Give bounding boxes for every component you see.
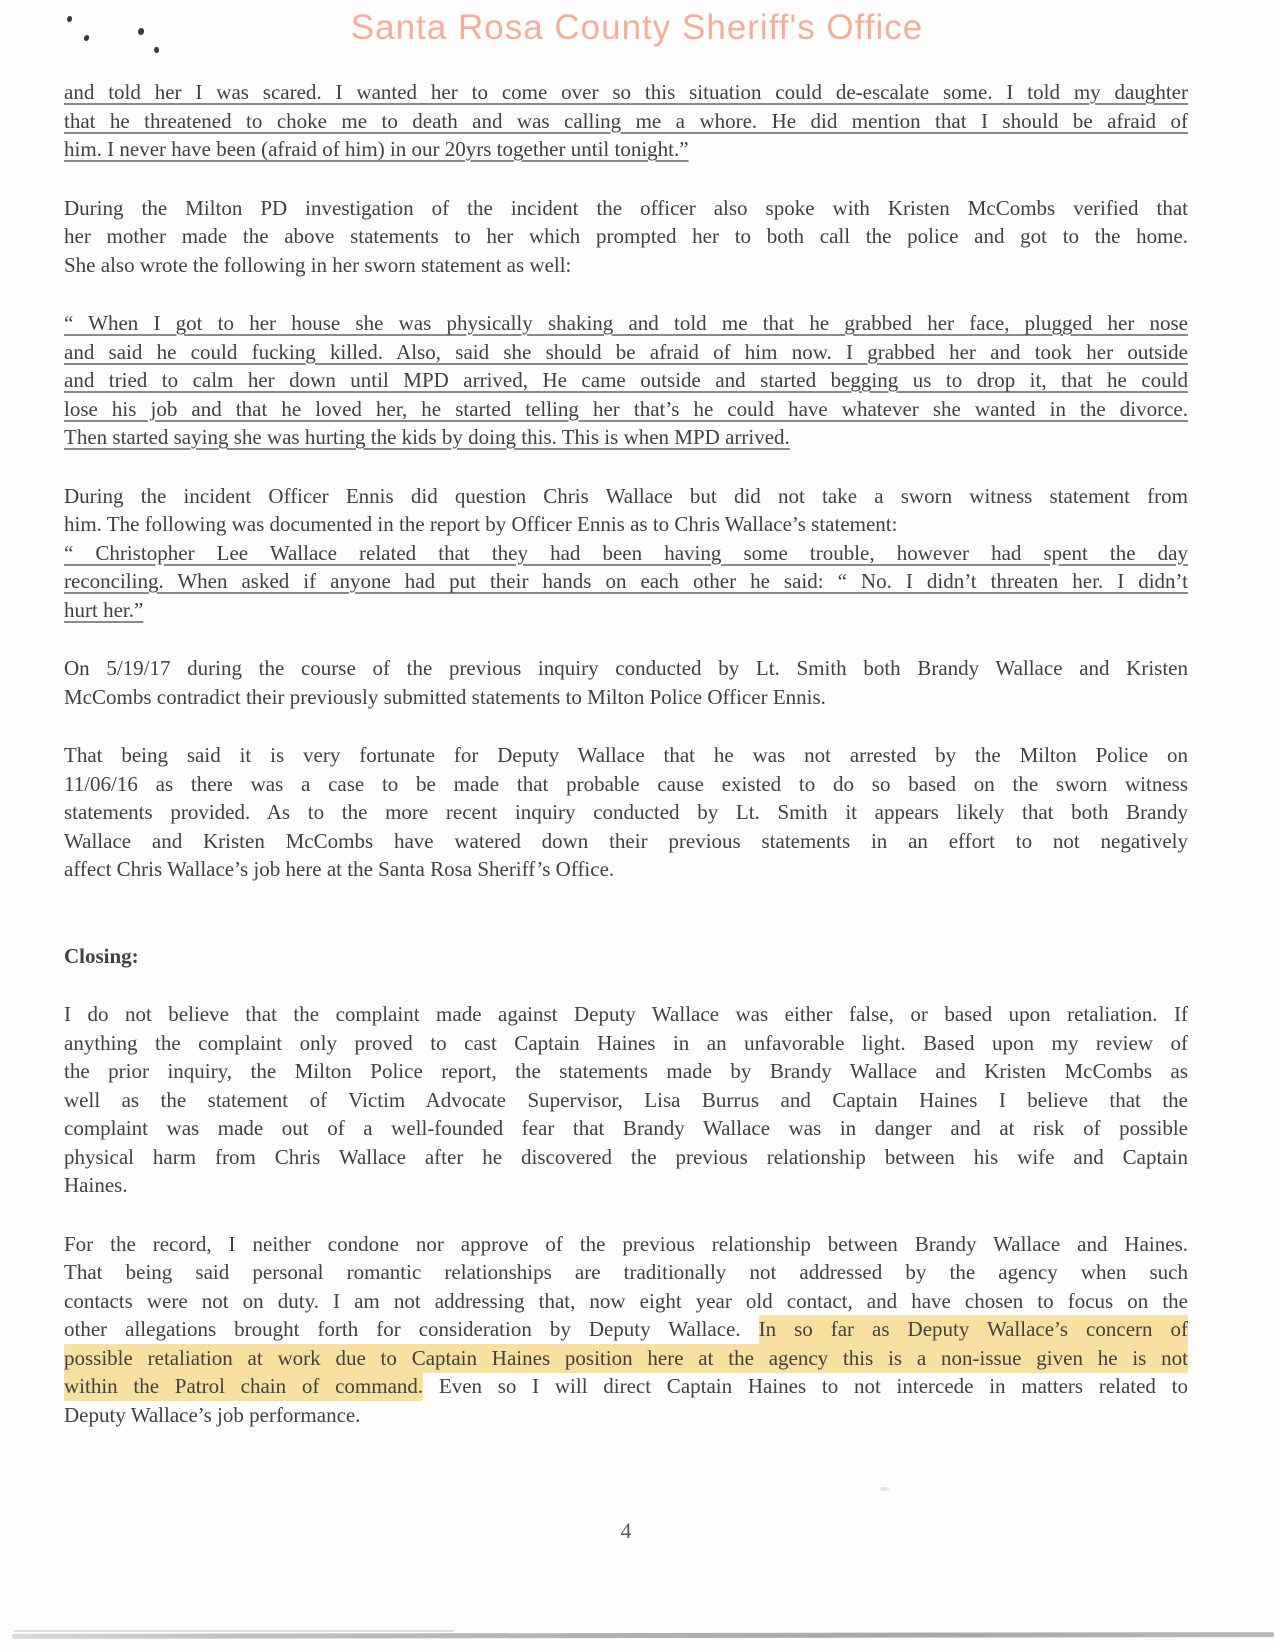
text-segment: That being said it is very fortunate for Deputy Wallace that he was not arrested by the Milton Police on <box>64 743 1188 767</box>
text-segment: and tried to calm her down until MPD arrived, He came outside and started begging us to drop it, that he could <box>64 368 1188 392</box>
text-line <box>64 222 1188 251</box>
text-segment: the prior inquiry, the Milton Police report, the statements made by Brandy Wallace and Kristen McCombs as <box>64 1059 1188 1083</box>
text-segment: That being said personal romantic relationships are traditionally not addressed by the agency when such <box>64 1260 1188 1284</box>
text-line <box>64 1029 1188 1058</box>
text-segment: other allegations brought forth for consideration by Deputy Wallace. <box>64 1317 759 1341</box>
highlighted-text: possible retaliation at work due to Captain Haines position here at the agency this is a non-issue given he is not <box>64 1344 1188 1373</box>
text-segment: contacts were not on duty. I am not addressing that, now eight year old contact, and have chosen to focus on the <box>64 1288 1188 1313</box>
text-line <box>64 1086 1188 1115</box>
scan-speckle <box>138 28 144 35</box>
text-segment: and said he could fucking killed. Also, said she should be afraid of him now. I grabbed her and took her outside <box>64 339 1188 364</box>
text-segment: affect Chris Wallace’s job here at the Santa Rosa Sheriff’s Office. <box>64 857 615 881</box>
page-number: 4 <box>620 1518 632 1543</box>
text-segment: 11/06/16 as there was a case to be made that probable cause existed to do so based on the sworn witness <box>64 771 1188 796</box>
paragraph-quote-brandy-continued <box>64 78 1188 164</box>
text-segment: “ Christopher Lee Wallace related that they had been having some trouble, however had spent the day <box>64 540 1188 565</box>
text-line <box>64 1057 1188 1086</box>
text-segment: him. The following was documented in the report by Officer Ennis as to Chris Wallace’s statement: <box>64 512 898 536</box>
underlined-text-line <box>64 366 1188 395</box>
text-segment: I do not believe that the complaint made against Deputy Wallace was either false, or based upon retaliation. If <box>64 1002 1188 1026</box>
text-segment: On 5/19/17 during the course of the previous inquiry conducted by Lt. Smith both Brandy Wallace and Kristen <box>64 656 1188 680</box>
text-segment: her mother made the above statements to her which prompted her to both call the police and got to the home. <box>64 224 1188 248</box>
text-line <box>64 1372 1188 1401</box>
text-segment: She also wrote the following in her sworn statement as well: <box>64 252 572 277</box>
text-segment: that he threatened to choke me to death and was calling me a whore. He did mention that I should be afraid of <box>64 108 1188 133</box>
text-line <box>64 1287 1188 1316</box>
paragraph-quote-kristen-statement <box>64 309 1188 452</box>
text-segment: McCombs contradict their previously submitted statements to Milton Police Officer Ennis. <box>64 684 826 709</box>
underlined-text-line <box>64 596 1188 625</box>
text-line <box>64 654 1188 683</box>
scan-speckle <box>67 16 72 22</box>
text-line <box>64 510 1188 539</box>
text-line <box>64 1258 1188 1287</box>
text-segment: statements provided. As to the more recent inquiry conducted by Lt. Smith it appears likely that both Brandy <box>64 800 1188 824</box>
text-segment: Wallace and Kristen McCombs have watered down their previous statements in an effort to not negatively <box>64 828 1188 853</box>
text-line <box>64 683 1188 712</box>
text-segment: Closing: <box>64 943 139 968</box>
text-segment: Haines. <box>64 1173 128 1197</box>
underlined-text-line <box>64 338 1188 367</box>
text-line <box>64 855 1188 884</box>
text-line <box>64 1000 1188 1029</box>
text-line <box>64 770 1188 799</box>
text-segment: physical harm from Chris Wallace after he discovered the previous relationship between his wife and Captain <box>64 1144 1188 1169</box>
highlighted-text: within the Patrol chain of command. <box>64 1372 423 1401</box>
highlighted-text: In so far as Deputy Wallace’s concern of <box>759 1315 1188 1344</box>
text-line <box>64 1344 1188 1373</box>
text-line <box>64 1401 1188 1430</box>
underlined-text-line <box>64 309 1188 338</box>
text-segment: lose his job and that he loved her, he started telling her that’s he could have whatever she wanted in the divorce. <box>64 396 1188 421</box>
text-line <box>64 194 1188 223</box>
paragraph-for-the-record <box>64 1230 1188 1430</box>
underlined-text-line <box>64 539 1188 568</box>
text-line <box>64 251 1188 280</box>
text-line <box>64 942 1188 971</box>
paragraph-closing-belief <box>64 1000 1188 1200</box>
text-segment: complaint was made out of a well-founded fear that Brandy Wallace was in danger and at risk of possible <box>64 1116 1188 1140</box>
underlined-text-line <box>64 395 1188 424</box>
text-line <box>64 1143 1188 1172</box>
scan-speckle <box>880 1487 889 1491</box>
page-title: Santa Rosa County Sheriff's Office <box>350 8 924 47</box>
paragraph-fortunate-not-arrested <box>64 741 1188 884</box>
text-segment: Then started saying she was hurting the kids by doing this. This is when MPD arrived. <box>64 425 790 449</box>
underlined-text-line <box>64 135 1188 164</box>
text-line <box>64 798 1188 827</box>
text-segment: him. I never have been (afraid of him) in our 20yrs together until tonight.” <box>64 137 689 161</box>
text-line <box>64 1315 1188 1344</box>
text-segment: Even so I will direct Captain Haines to not intercede in matters related to <box>423 1374 1188 1398</box>
paragraph-milton-pd-investigation <box>64 194 1188 280</box>
document-body <box>64 78 1188 1429</box>
text-segment: anything the complaint only proved to cast Captain Haines in an unfavorable light. Based upon my review of <box>64 1030 1188 1055</box>
underlined-text-line <box>64 567 1188 596</box>
text-line <box>64 1114 1188 1143</box>
text-line <box>64 741 1188 770</box>
underlined-text-line <box>64 107 1188 136</box>
scan-edge-line <box>12 1632 1274 1639</box>
text-segment: reconciling. When asked if anyone had put their hands on each other he said: “ No. I didn’t threaten her. I didn’t <box>64 569 1188 593</box>
underlined-text-line <box>64 78 1188 107</box>
text-line <box>64 482 1188 511</box>
underlined-text-line <box>64 423 1188 452</box>
text-line <box>64 1230 1188 1259</box>
page-footer <box>64 1517 1188 1546</box>
scan-edge-line-echo <box>14 1630 454 1632</box>
text-segment: and told her I was scared. I wanted her to come over so this situation could de-escalate some. I told my daughter <box>64 80 1188 104</box>
text-segment: Deputy Wallace’s job performance. <box>64 1402 361 1427</box>
paragraph-officer-ennis-chris-wallace <box>64 482 1188 625</box>
closing-heading <box>64 942 1188 971</box>
text-segment: During the incident Officer Ennis did question Chris Wallace but did not take a sworn witness statement from <box>64 483 1188 508</box>
text-segment: well as the statement of Victim Advocate Supervisor, Lisa Burrus and Captain Haines I believe that the <box>64 1087 1188 1112</box>
text-segment: “ When I got to her house she was physically shaking and told me that he grabbed her face, plugged her nose <box>64 311 1188 335</box>
text-segment: hurt her.” <box>64 597 144 622</box>
text-line <box>64 1171 1188 1200</box>
text-segment: For the record, I neither condone nor approve of the previous relationship between Brandy Wallace and Haines. <box>64 1231 1188 1256</box>
text-line <box>64 827 1188 856</box>
paragraph-contradicted-statements <box>64 654 1188 711</box>
text-segment: During the Milton PD investigation of the incident the officer also spoke with Kristen McCombs verified that <box>64 195 1188 220</box>
